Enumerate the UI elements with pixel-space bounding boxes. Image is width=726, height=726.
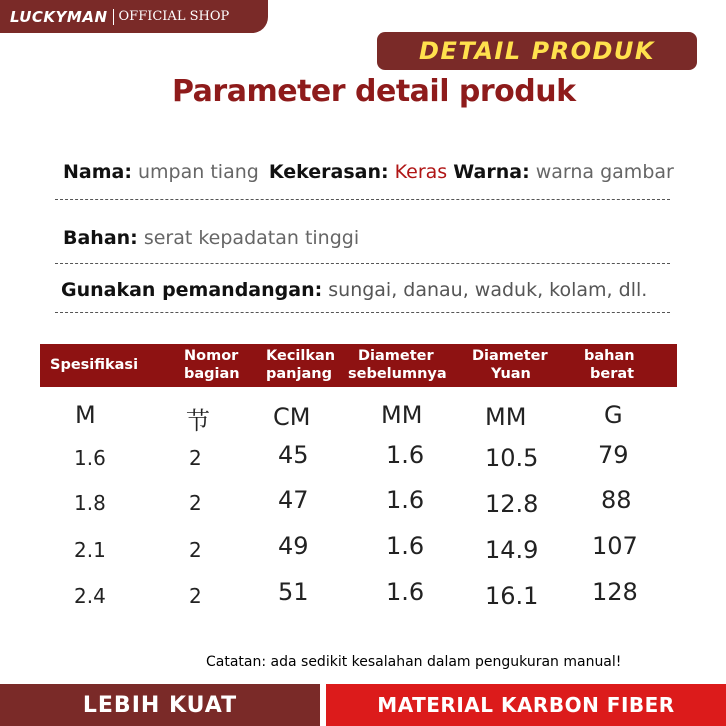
cell-diameter-yuan: 14.9	[485, 536, 539, 564]
header-kecilkan: Kecilkan	[266, 348, 336, 364]
spec-table-header	[40, 344, 677, 387]
header-bahan: bahan	[584, 348, 635, 364]
gunakan-label: Gunakan pemandangan:	[61, 279, 323, 301]
nama-label: Nama:	[63, 161, 132, 183]
unit-cell: CM	[273, 403, 311, 431]
cell-panjang: 45	[278, 441, 309, 469]
shop-brand: LUCKYMAN	[10, 7, 108, 26]
cell-panjang: 51	[278, 578, 309, 606]
cell-berat: 88	[601, 486, 632, 514]
unit-cell: 节	[186, 407, 210, 435]
cell-nomor: 2	[189, 491, 202, 515]
cell-diameter-yuan: 12.8	[485, 490, 539, 518]
header-diameter-2: Diameter	[472, 348, 548, 364]
info-line-nama	[63, 161, 674, 183]
gunakan-value: sungai, danau, waduk, kolam, dll.	[328, 279, 648, 301]
nama-value: umpan tiang	[138, 161, 259, 183]
bahan-label: Bahan:	[63, 227, 138, 249]
cell-nomor: 2	[189, 584, 202, 608]
header-berat: berat	[590, 366, 635, 382]
header-sebelumnya: sebelumnya	[348, 366, 447, 382]
cell-berat: 107	[592, 532, 638, 560]
info-line-bahan	[63, 227, 359, 249]
warna-label: Warna:	[453, 161, 530, 183]
bahan-value: serat kepadatan tinggi	[143, 227, 360, 249]
unit-cell: MM	[485, 403, 527, 431]
kekerasan-label: Kekerasan:	[268, 161, 389, 183]
divider-3	[55, 312, 670, 313]
cell-berat: 79	[598, 441, 629, 469]
info-line-gunakan	[61, 279, 647, 301]
cell-berat: 128	[592, 578, 638, 606]
cell-nomor: 2	[189, 446, 202, 470]
cell-diameter-sebelumnya: 1.6	[386, 578, 425, 606]
header-nomor: Nomor	[184, 348, 239, 364]
cell-spesifikasi: 1.8	[74, 491, 106, 515]
cell-diameter-yuan: 10.5	[485, 444, 539, 472]
cell-nomor: 2	[189, 538, 202, 562]
cell-diameter-sebelumnya: 1.6	[386, 486, 425, 514]
cell-panjang: 49	[278, 532, 309, 560]
warna-value: warna gambar	[535, 161, 674, 183]
cell-spesifikasi: 2.1	[74, 538, 106, 562]
shop-badge	[0, 0, 268, 33]
cell-diameter-yuan: 16.1	[485, 582, 539, 610]
page-title: Parameter detail produk	[172, 74, 576, 109]
measurement-note: Catatan: ada sedikit kesalahan dalam pengukuran manual!	[206, 654, 622, 670]
detail-produk-banner: DETAIL PRODUK	[377, 32, 697, 70]
header-spesifikasi: Spesifikasi	[50, 357, 139, 373]
header-yuan: Yuan	[491, 366, 531, 382]
cell-spesifikasi: 2.4	[74, 584, 106, 608]
footer-lebih-kuat: LEBIH KUAT	[0, 684, 320, 726]
cell-diameter-sebelumnya: 1.6	[386, 441, 425, 469]
cell-spesifikasi: 1.6	[74, 446, 106, 470]
unit-cell: M	[75, 401, 96, 429]
shop-divider	[113, 9, 114, 25]
header-panjang: panjang	[266, 366, 332, 382]
kekerasan-value: Keras	[394, 161, 448, 183]
divider-2	[55, 263, 670, 264]
cell-panjang: 47	[278, 486, 309, 514]
divider-1	[55, 199, 670, 200]
shop-tag: OFFICIAL SHOP	[118, 9, 230, 24]
unit-cell: G	[604, 401, 623, 429]
cell-diameter-sebelumnya: 1.6	[386, 532, 425, 560]
header-diameter-1: Diameter	[358, 348, 434, 364]
footer-material: MATERIAL KARBON FIBER	[326, 684, 726, 726]
unit-cell: MM	[381, 401, 423, 429]
header-bagian: bagian	[184, 366, 240, 382]
